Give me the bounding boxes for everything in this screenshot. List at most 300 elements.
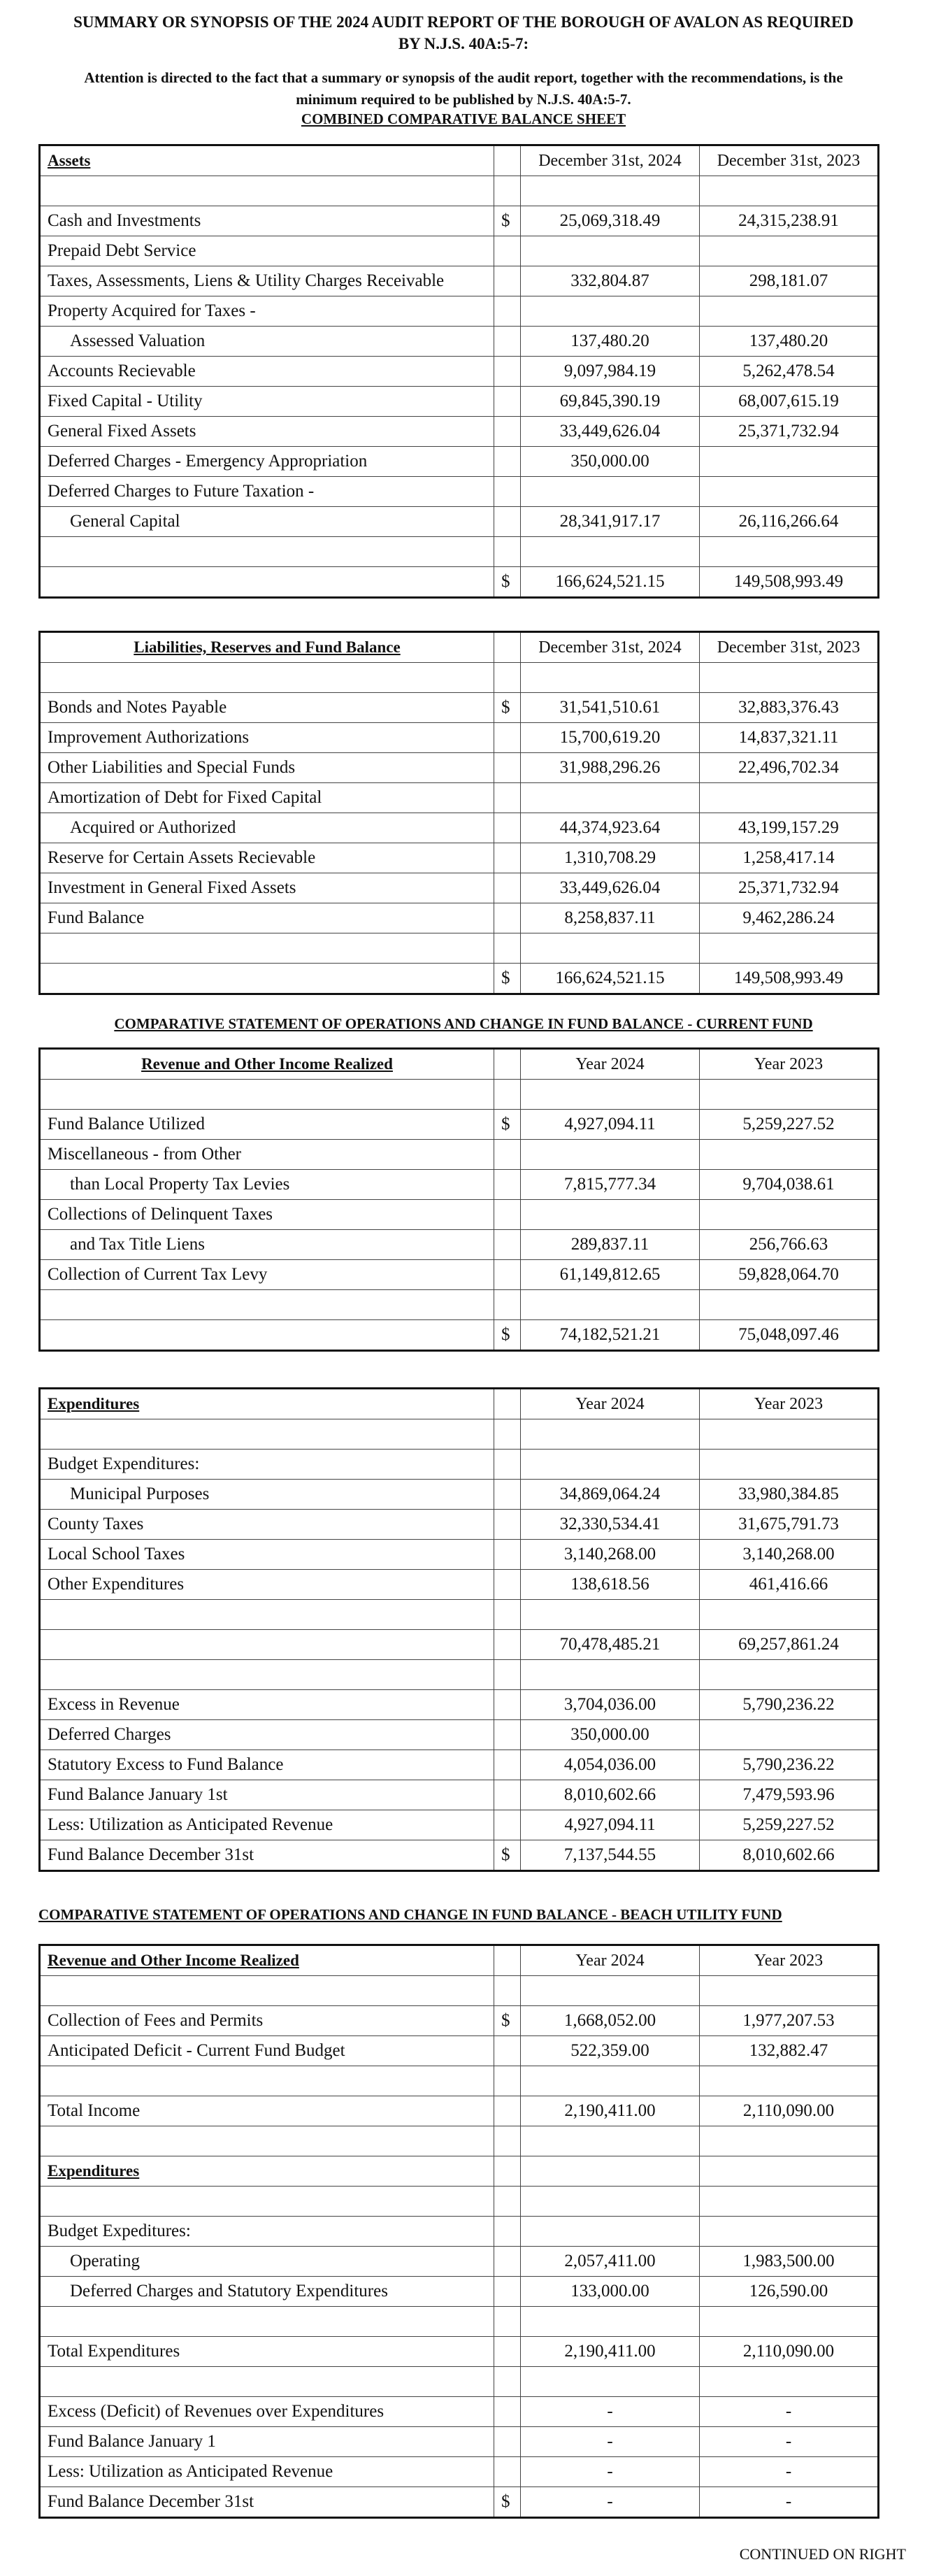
value-prior-year <box>700 2307 879 2337</box>
value-prior-year: - <box>700 2487 879 2518</box>
currency-symbol <box>494 1140 521 1170</box>
value-current-year <box>521 236 700 266</box>
row-label <box>40 537 494 567</box>
row-label: Total Income <box>40 2096 494 2126</box>
column-header-prior: Year 2023 <box>700 1049 879 1080</box>
value-current-year <box>521 1080 700 1110</box>
value-current-year: 31,988,296.26 <box>521 753 700 783</box>
value-prior-year <box>700 1140 879 1170</box>
row-label: Deferred Charges to Future Taxation - <box>40 477 494 507</box>
value-prior-year <box>700 1976 879 2006</box>
currency-symbol <box>494 2126 521 2156</box>
table-header-row <box>40 145 879 176</box>
table-row <box>40 206 879 236</box>
row-label: Total Expenditures <box>40 2337 494 2367</box>
row-label: Collection of Fees and Permits <box>40 2006 494 2036</box>
table-row <box>40 2277 879 2307</box>
currency-symbol <box>494 1720 521 1750</box>
row-label <box>40 964 494 994</box>
currency-symbol <box>494 1230 521 1260</box>
value-prior-year: 137,480.20 <box>700 327 879 357</box>
currency-symbol <box>494 507 521 537</box>
value-current-year <box>521 2187 700 2217</box>
row-label <box>40 933 494 964</box>
currency-symbol <box>494 2367 521 2397</box>
value-prior-year: 256,766.63 <box>700 1230 879 1260</box>
currency-symbol: $ <box>494 1320 521 1351</box>
section-heading: Revenue and Other Income Realized <box>40 1049 494 1080</box>
value-prior-year: 1,258,417.14 <box>700 843 879 873</box>
value-current-year: 350,000.00 <box>521 1720 700 1750</box>
row-label: Budget Expenditures: <box>40 1450 494 1480</box>
table-row <box>40 1540 879 1570</box>
value-prior-year <box>700 477 879 507</box>
value-prior-year: 149,508,993.49 <box>700 567 879 598</box>
column-header-prior: December 31st, 2023 <box>700 145 879 176</box>
value-prior-year: 22,496,702.34 <box>700 753 879 783</box>
value-prior-year: 33,980,384.85 <box>700 1480 879 1510</box>
row-label <box>40 663 494 693</box>
currency-cell <box>494 1049 521 1080</box>
value-prior-year: 126,590.00 <box>700 2277 879 2307</box>
currency-symbol <box>494 1976 521 2006</box>
value-current-year <box>521 537 700 567</box>
value-prior-year <box>700 1290 879 1320</box>
row-label: Operating <box>40 2247 494 2277</box>
table-row <box>40 266 879 296</box>
value-current-year: 3,140,268.00 <box>521 1540 700 1570</box>
row-label: Municipal Purposes <box>40 1480 494 1510</box>
value-current-year <box>521 1660 700 1690</box>
value-prior-year: 1,983,500.00 <box>700 2247 879 2277</box>
value-current-year: 25,069,318.49 <box>521 206 700 236</box>
attention-line2: minimum required to be published by N.J.S. 40A:5-7. <box>296 91 631 108</box>
row-label: Amortization of Debt for Fixed Capital <box>40 783 494 813</box>
currency-symbol: $ <box>494 693 521 723</box>
currency-symbol <box>494 296 521 327</box>
table-row <box>40 2427 879 2457</box>
value-prior-year <box>700 1450 879 1480</box>
section-heading: Liabilities, Reserves and Fund Balance <box>40 632 494 663</box>
row-label: County Taxes <box>40 1510 494 1540</box>
attention-note <box>14 67 913 110</box>
value-prior-year <box>700 783 879 813</box>
row-label: Prepaid Debt Service <box>40 236 494 266</box>
value-current-year <box>521 2066 700 2096</box>
table-row <box>40 903 879 933</box>
currency-symbol <box>494 1080 521 1110</box>
table-row <box>40 813 879 843</box>
table-row <box>40 1320 879 1351</box>
value-prior-year: 8,010,602.66 <box>700 1840 879 1871</box>
value-current-year <box>521 1450 700 1480</box>
currency-symbol <box>494 417 521 447</box>
row-label: Improvement Authorizations <box>40 723 494 753</box>
table-row <box>40 2487 879 2518</box>
value-prior-year: 1,977,207.53 <box>700 2006 879 2036</box>
currency-symbol <box>494 2457 521 2487</box>
table-row <box>40 1570 879 1600</box>
currency-symbol <box>494 1810 521 1840</box>
currency-symbol <box>494 1260 521 1290</box>
value-prior-year: 5,790,236.22 <box>700 1750 879 1780</box>
row-label: Fund Balance January 1 <box>40 2427 494 2457</box>
table-row <box>40 447 879 477</box>
row-label: Deferred Charges <box>40 1720 494 1750</box>
row-label: Fund Balance December 31st <box>40 2487 494 2518</box>
value-current-year <box>521 1200 700 1230</box>
column-header-current: December 31st, 2024 <box>521 632 700 663</box>
value-prior-year: 5,790,236.22 <box>700 1690 879 1720</box>
value-current-year: 1,668,052.00 <box>521 2006 700 2036</box>
section-heading: Expenditures <box>40 1389 494 1419</box>
table-row <box>40 236 879 266</box>
value-prior-year: 75,048,097.46 <box>700 1320 879 1351</box>
table-row <box>40 964 879 994</box>
value-current-year: 70,478,485.21 <box>521 1630 700 1660</box>
current-fund-revenue-table <box>38 1047 879 1352</box>
currency-symbol <box>494 176 521 206</box>
row-label: Collections of Delinquent Taxes <box>40 1200 494 1230</box>
table-row <box>40 2066 879 2096</box>
balance-sheet-title: COMBINED COMPARATIVE BALANCE SHEET <box>301 110 626 127</box>
table-row <box>40 1660 879 1690</box>
value-current-year <box>521 2126 700 2156</box>
column-header-current: Year 2024 <box>521 1945 700 1976</box>
value-prior-year <box>700 933 879 964</box>
row-label <box>40 2187 494 2217</box>
table-row <box>40 2187 879 2217</box>
table-row <box>40 843 879 873</box>
column-header-current: Year 2024 <box>521 1389 700 1419</box>
value-prior-year: - <box>700 2457 879 2487</box>
table-row <box>40 2036 879 2066</box>
table-row <box>40 723 879 753</box>
value-prior-year: 68,007,615.19 <box>700 387 879 417</box>
value-current-year: 137,480.20 <box>521 327 700 357</box>
table-row <box>40 1290 879 1320</box>
value-prior-year: 5,259,227.52 <box>700 1110 879 1140</box>
row-label <box>40 1630 494 1660</box>
value-prior-year: 9,704,038.61 <box>700 1170 879 1200</box>
currency-symbol <box>494 903 521 933</box>
row-label: Fund Balance Utilized <box>40 1110 494 1140</box>
value-prior-year <box>700 537 879 567</box>
value-current-year: 32,330,534.41 <box>521 1510 700 1540</box>
row-label: Investment in General Fixed Assets <box>40 873 494 903</box>
currency-symbol <box>494 1419 521 1450</box>
currency-symbol <box>494 1540 521 1570</box>
report-title-line1: SUMMARY OR SYNOPSIS OF THE 2024 AUDIT REPORT OF THE BOROUGH OF AVALON AS REQUIRED <box>73 13 854 31</box>
value-current-year: 4,927,094.11 <box>521 1810 700 1840</box>
value-current-year: 2,057,411.00 <box>521 2247 700 2277</box>
value-current-year: 7,815,777.34 <box>521 1170 700 1200</box>
currency-cell <box>494 632 521 663</box>
value-current-year: 9,097,984.19 <box>521 357 700 387</box>
currency-symbol <box>494 2307 521 2337</box>
value-prior-year <box>700 1720 879 1750</box>
table-row <box>40 1630 879 1660</box>
value-prior-year <box>700 2187 879 2217</box>
value-current-year <box>521 477 700 507</box>
currency-symbol <box>494 537 521 567</box>
value-current-year <box>521 783 700 813</box>
currency-symbol <box>494 2096 521 2126</box>
value-current-year: 2,190,411.00 <box>521 2337 700 2367</box>
currency-symbol <box>494 1200 521 1230</box>
row-label <box>40 1080 494 1110</box>
value-current-year: 138,618.56 <box>521 1570 700 1600</box>
value-prior-year: - <box>700 2427 879 2457</box>
table-row <box>40 2397 879 2427</box>
row-label: Fund Balance <box>40 903 494 933</box>
value-prior-year <box>700 2217 879 2247</box>
currency-symbol: $ <box>494 2006 521 2036</box>
table-row <box>40 1840 879 1871</box>
value-current-year <box>521 663 700 693</box>
table-row <box>40 2126 879 2156</box>
currency-symbol <box>494 447 521 477</box>
value-prior-year: 132,882.47 <box>700 2036 879 2066</box>
value-prior-year <box>700 1419 879 1450</box>
value-current-year: 33,449,626.04 <box>521 417 700 447</box>
table-row <box>40 2367 879 2397</box>
row-label: Accounts Recievable <box>40 357 494 387</box>
currency-symbol: $ <box>494 206 521 236</box>
value-prior-year: 2,110,090.00 <box>700 2337 879 2367</box>
value-current-year: 34,869,064.24 <box>521 1480 700 1510</box>
value-prior-year: 5,262,478.54 <box>700 357 879 387</box>
value-current-year <box>521 2156 700 2187</box>
currency-symbol <box>494 1780 521 1810</box>
row-label: Less: Utilization as Anticipated Revenue <box>40 1810 494 1840</box>
table-row <box>40 1750 879 1780</box>
value-current-year: 8,010,602.66 <box>521 1780 700 1810</box>
row-label: Property Acquired for Taxes - <box>40 296 494 327</box>
value-prior-year: 5,259,227.52 <box>700 1810 879 1840</box>
row-label: Excess (Deficit) of Revenues over Expenditures <box>40 2397 494 2427</box>
currency-symbol <box>494 1600 521 1630</box>
value-prior-year: 3,140,268.00 <box>700 1540 879 1570</box>
currency-symbol <box>494 663 521 693</box>
row-label: General Capital <box>40 507 494 537</box>
table-row <box>40 1450 879 1480</box>
currency-symbol <box>494 1660 521 1690</box>
value-current-year: 31,541,510.61 <box>521 693 700 723</box>
row-label <box>40 1419 494 1450</box>
report-title-line2: BY N.J.S. 40A:5-7: <box>398 35 529 52</box>
row-label: Expenditures <box>40 2156 494 2187</box>
row-label: Fund Balance December 31st <box>40 1840 494 1871</box>
table-row <box>40 783 879 813</box>
value-current-year: 522,359.00 <box>521 2036 700 2066</box>
table-row <box>40 537 879 567</box>
table-row <box>40 1780 879 1810</box>
currency-symbol <box>494 1630 521 1660</box>
row-label <box>40 1290 494 1320</box>
table-row <box>40 176 879 206</box>
row-label <box>40 2066 494 2096</box>
row-label: Less: Utilization as Anticipated Revenue <box>40 2457 494 2487</box>
currency-cell <box>494 1389 521 1419</box>
table-row <box>40 2006 879 2036</box>
currency-symbol <box>494 2217 521 2247</box>
table-row <box>40 2156 879 2187</box>
currency-symbol <box>494 2187 521 2217</box>
value-current-year: 33,449,626.04 <box>521 873 700 903</box>
current-fund-expenditures-table <box>38 1387 879 1872</box>
table-header-row <box>40 1049 879 1080</box>
table-row <box>40 873 879 903</box>
row-label: Fund Balance January 1st <box>40 1780 494 1810</box>
currency-symbol <box>494 843 521 873</box>
currency-symbol <box>494 2427 521 2457</box>
currency-symbol <box>494 1570 521 1600</box>
table-row <box>40 1260 879 1290</box>
value-current-year: 4,927,094.11 <box>521 1110 700 1140</box>
currency-symbol <box>494 2277 521 2307</box>
table-row <box>40 2457 879 2487</box>
value-prior-year: 298,181.07 <box>700 266 879 296</box>
value-prior-year <box>700 1080 879 1110</box>
table-row <box>40 1690 879 1720</box>
value-current-year <box>521 1290 700 1320</box>
row-label: Excess in Revenue <box>40 1690 494 1720</box>
table-row <box>40 1230 879 1260</box>
currency-symbol: $ <box>494 964 521 994</box>
table-row <box>40 477 879 507</box>
currency-symbol <box>494 933 521 964</box>
value-current-year: 4,054,036.00 <box>521 1750 700 1780</box>
currency-symbol: $ <box>494 567 521 598</box>
table-row <box>40 2307 879 2337</box>
value-current-year <box>521 2367 700 2397</box>
value-prior-year: - <box>700 2397 879 2427</box>
row-label: Reserve for Certain Assets Recievable <box>40 843 494 873</box>
currency-symbol <box>494 477 521 507</box>
value-current-year: 350,000.00 <box>521 447 700 477</box>
table-row <box>40 2337 879 2367</box>
column-header-prior: Year 2023 <box>700 1945 879 1976</box>
table-row <box>40 1419 879 1450</box>
currency-symbol: $ <box>494 1840 521 1871</box>
row-label: Deferred Charges - Emergency Appropriation <box>40 447 494 477</box>
currency-symbol <box>494 357 521 387</box>
section-heading: Assets <box>40 145 494 176</box>
liabilities-table <box>38 631 879 995</box>
table-row <box>40 417 879 447</box>
value-current-year: 15,700,619.20 <box>521 723 700 753</box>
currency-cell <box>494 145 521 176</box>
currency-symbol <box>494 2036 521 2066</box>
value-current-year: 7,137,544.55 <box>521 1840 700 1871</box>
beach-fund-table <box>38 1944 879 2519</box>
value-current-year <box>521 933 700 964</box>
row-label: Other Expenditures <box>40 1570 494 1600</box>
value-prior-year: 32,883,376.43 <box>700 693 879 723</box>
row-label: Collection of Current Tax Levy <box>40 1260 494 1290</box>
currency-symbol <box>494 266 521 296</box>
currency-symbol <box>494 327 521 357</box>
value-prior-year: 26,116,266.64 <box>700 507 879 537</box>
row-label: Anticipated Deficit - Current Fund Budget <box>40 2036 494 2066</box>
value-prior-year: 461,416.66 <box>700 1570 879 1600</box>
row-label: General Fixed Assets <box>40 417 494 447</box>
row-label: Bonds and Notes Payable <box>40 693 494 723</box>
currency-symbol <box>494 783 521 813</box>
value-prior-year: 9,462,286.24 <box>700 903 879 933</box>
row-label: Cash and Investments <box>40 206 494 236</box>
current-fund-title: COMPARATIVE STATEMENT OF OPERATIONS AND CHANGE IN FUND BALANCE - CURRENT FUND <box>114 1015 813 1032</box>
table-header-row <box>40 1945 879 1976</box>
table-row <box>40 2217 879 2247</box>
table-header-row <box>40 632 879 663</box>
value-prior-year: 25,371,732.94 <box>700 417 879 447</box>
table-row <box>40 1080 879 1110</box>
currency-symbol <box>494 1750 521 1780</box>
row-label: Statutory Excess to Fund Balance <box>40 1750 494 1780</box>
row-label <box>40 1320 494 1351</box>
table-row <box>40 327 879 357</box>
table-row <box>40 1140 879 1170</box>
row-label: Other Liabilities and Special Funds <box>40 753 494 783</box>
value-current-year <box>521 176 700 206</box>
value-current-year <box>521 2217 700 2247</box>
value-prior-year: 24,315,238.91 <box>700 206 879 236</box>
currency-symbol <box>494 873 521 903</box>
value-current-year: 61,149,812.65 <box>521 1260 700 1290</box>
currency-symbol <box>494 1450 521 1480</box>
row-label <box>40 1600 494 1630</box>
currency-symbol <box>494 813 521 843</box>
table-row <box>40 387 879 417</box>
table-row <box>40 1110 879 1140</box>
currency-symbol <box>494 2337 521 2367</box>
row-label: than Local Property Tax Levies <box>40 1170 494 1200</box>
row-label: Taxes, Assessments, Liens & Utility Charges Receivable <box>40 266 494 296</box>
column-header-prior: December 31st, 2023 <box>700 632 879 663</box>
table-row <box>40 663 879 693</box>
continued-note: CONTINUED ON RIGHT <box>739 2545 906 2563</box>
value-current-year <box>521 1600 700 1630</box>
column-header-current: Year 2024 <box>521 1049 700 1080</box>
value-prior-year <box>700 1200 879 1230</box>
value-current-year: 289,837.11 <box>521 1230 700 1260</box>
value-current-year: - <box>521 2427 700 2457</box>
value-prior-year <box>700 2066 879 2096</box>
table-row <box>40 2247 879 2277</box>
table-row <box>40 753 879 783</box>
table-row <box>40 1810 879 1840</box>
value-prior-year <box>700 663 879 693</box>
column-header-current: December 31st, 2024 <box>521 145 700 176</box>
currency-symbol <box>494 2066 521 2096</box>
value-current-year: 332,804.87 <box>521 266 700 296</box>
value-prior-year: 59,828,064.70 <box>700 1260 879 1290</box>
row-label: Miscellaneous - from Other <box>40 1140 494 1170</box>
value-prior-year: 25,371,732.94 <box>700 873 879 903</box>
table-row <box>40 507 879 537</box>
value-current-year <box>521 1976 700 2006</box>
currency-symbol <box>494 2397 521 2427</box>
report-title <box>14 11 913 55</box>
table-header-row <box>40 1389 879 1419</box>
value-prior-year: 69,257,861.24 <box>700 1630 879 1660</box>
currency-symbol <box>494 387 521 417</box>
row-label: Local School Taxes <box>40 1540 494 1570</box>
value-current-year: 3,704,036.00 <box>521 1690 700 1720</box>
table-row <box>40 2096 879 2126</box>
